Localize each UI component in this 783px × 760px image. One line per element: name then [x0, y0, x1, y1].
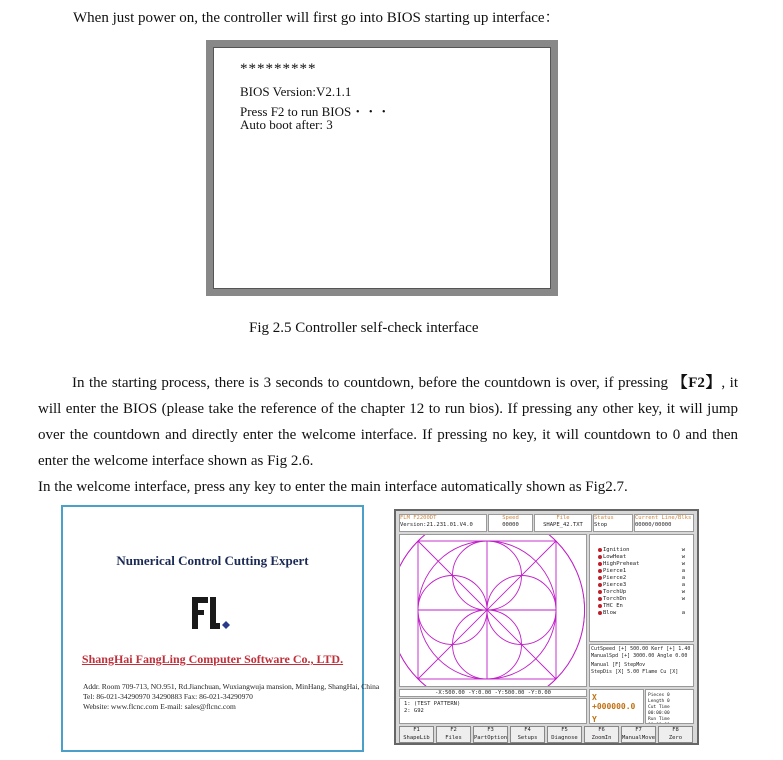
status-value: Stop — [594, 522, 608, 528]
line-label: Current Line/Blks — [635, 515, 692, 521]
process-state: w — [681, 554, 685, 560]
fkey-code: F3 — [487, 727, 494, 733]
para-sentence-3: In the welcome interface, press any key to enter the main interface automatically shown as Fig2.7. — [38, 479, 628, 495]
process-name: Pierce3 — [603, 582, 627, 588]
fkey-zoomin-button[interactable] — [584, 726, 619, 743]
param-row: Manual [F] StepMov — [591, 662, 646, 668]
process-item — [598, 603, 693, 610]
f2-key-text: 【F2】 — [672, 375, 722, 391]
fkey-manualmove-button[interactable] — [621, 726, 656, 743]
process-item — [598, 547, 693, 554]
bios-monitor-frame — [206, 40, 558, 296]
process-state: a — [681, 568, 685, 574]
info-line: Length 0 — [648, 699, 670, 704]
fkey-code: F5 — [561, 727, 568, 733]
fkey-label: Diagnose — [551, 734, 578, 741]
fkey-label: PartOption — [474, 734, 508, 741]
company-name: ShangHai FangLing Computer Software Co., LTD. — [81, 652, 344, 666]
process-item — [598, 561, 693, 568]
process-name: LowHeat — [603, 554, 627, 560]
speed-value: 00000 — [502, 522, 519, 528]
param-row: StepDis [X] 5.00 Flame Cu [X] — [591, 669, 679, 675]
fkey-code: F4 — [524, 727, 531, 733]
fkey-code: F1 — [413, 727, 420, 733]
process-state: a — [681, 582, 685, 588]
process-name: TorchDn — [603, 596, 627, 602]
model-value: Version:21.231.01.V4.0 — [400, 522, 473, 528]
fangling-logo-icon — [190, 595, 236, 631]
process-name: Pierce1 — [603, 568, 627, 574]
process-state: w — [681, 547, 685, 553]
file-label: File — [556, 515, 570, 521]
x-position-value: +000000.0 — [592, 702, 636, 711]
position-readout — [589, 689, 644, 724]
process-state: w — [681, 589, 685, 595]
process-item — [598, 575, 693, 582]
fkey-code: F2 — [450, 727, 457, 733]
process-state: w — [681, 596, 685, 602]
speed-label: Speed — [502, 515, 519, 521]
info-line: Pieces 0 — [648, 693, 670, 698]
process-name: Blow — [603, 610, 617, 616]
company-address: Addr. Room 709-713, NO.951, Rd.Jianchuan, Wuxiangwuja mansion, MinHang, ShangHai, China — [83, 682, 380, 691]
body-paragraph — [38, 370, 738, 500]
fkey-zero-button[interactable] — [658, 726, 693, 743]
process-name: THC En — [603, 603, 623, 609]
info-line: Run Time — [648, 717, 670, 722]
process-item — [598, 554, 693, 561]
process-state: a — [681, 575, 685, 581]
header-status — [593, 514, 633, 532]
pattern-view — [399, 534, 587, 687]
welcome-screen — [61, 505, 380, 752]
info-line: Cut Time 00:00:00 — [648, 705, 670, 716]
fkey-label: ZoomIn — [591, 734, 612, 741]
fkey-label: Setups — [517, 734, 538, 741]
param-panel — [589, 644, 694, 687]
bios-screen — [213, 47, 551, 289]
process-item — [598, 610, 693, 617]
para-sentence-1: In the starting process, there is 3 seconds to countdown, before the countdown is over, if pressing — [72, 375, 673, 391]
file-value: SHAPE_42.TXT — [543, 522, 583, 528]
header-speed — [488, 514, 533, 532]
bios-stars: ********* — [240, 61, 317, 77]
company-tel: Tel: 86-021-34290970 34290883 Fax: 86-021-34290970 — [83, 692, 253, 701]
param-row: ManualSpd [+] 3000.00 Angle 0.00 — [591, 653, 688, 659]
model-label: FLM F2200DT — [400, 515, 437, 521]
intro-text: When just power on, the controller will first go into BIOS starting up interface： — [73, 10, 560, 26]
fkey-setups-button[interactable] — [510, 726, 545, 743]
bios-auto-boot: Auto boot after: 3 — [240, 117, 333, 132]
fkey-files-button[interactable] — [436, 726, 471, 743]
controller-main-screen — [394, 509, 699, 745]
process-name: HighPreheat — [603, 561, 640, 567]
fkey-label: ManualMove — [622, 734, 656, 741]
program-line: 2: G92 — [404, 708, 424, 714]
company-web: Website: www.flcnc.com E-mail: sales@flcnc.com — [83, 702, 236, 711]
x-axis-label: X — [592, 693, 597, 702]
line-value: 00000/00000 — [635, 522, 672, 528]
process-state: w — [681, 561, 685, 567]
param-row: CutSpeed [+] 500.00 Kerf [+] 1.40 — [591, 646, 691, 652]
coord-bar: -X:500.00 -Y:0.00 -Y:500.00 -Y:0.00 — [399, 689, 587, 697]
bios-press-f2: Press F2 to run BIOS・・・ — [240, 104, 391, 119]
y-axis-label: Y — [592, 715, 597, 724]
company-contact — [83, 682, 379, 712]
cut-pattern-graphic — [400, 535, 586, 686]
para-sentence-2: , it will enter the BIOS (please take the reference of the chapter 12 to run bios). If pressing any other key, it will jump over the countdown and directly enter the welcome interface. If pressing no key, it will countdown to 0 and then enter the welcome interface shown as Fig 2.6. — [38, 375, 738, 469]
fkey-code: F8 — [672, 727, 679, 733]
bios-version: BIOS Version:V2.1.1 — [240, 84, 352, 99]
fkey-label: ShapeLib — [403, 734, 430, 741]
program-line: 1: (TEST PATTERN) — [404, 701, 461, 707]
process-state: a — [681, 610, 685, 616]
process-item — [598, 568, 693, 575]
fkey-diagnose-button[interactable] — [547, 726, 582, 743]
process-item — [598, 596, 693, 603]
fkey-code: F7 — [635, 727, 642, 733]
fkey-code: F6 — [598, 727, 605, 733]
welcome-title: Numerical Control Cutting Expert — [116, 553, 309, 568]
process-name: Pierce2 — [603, 575, 627, 581]
process-name: TorchUp — [603, 589, 627, 595]
program-panel — [399, 698, 587, 724]
fkey-label: Zero — [668, 734, 683, 741]
process-list — [589, 534, 694, 642]
status-label: Status — [594, 515, 614, 521]
header-model — [399, 514, 487, 532]
header-line — [634, 514, 694, 532]
job-info — [645, 689, 694, 724]
process-name: Ignition — [603, 547, 630, 553]
fkey-shapelib-button[interactable] — [399, 726, 434, 743]
fkey-partoption-button[interactable] — [473, 726, 508, 743]
fkey-label: Files — [445, 734, 462, 741]
process-item — [598, 589, 693, 596]
process-item — [598, 582, 693, 589]
figure-caption: Fig 2.5 Controller self-check interface — [249, 320, 479, 336]
header-file — [534, 514, 592, 532]
